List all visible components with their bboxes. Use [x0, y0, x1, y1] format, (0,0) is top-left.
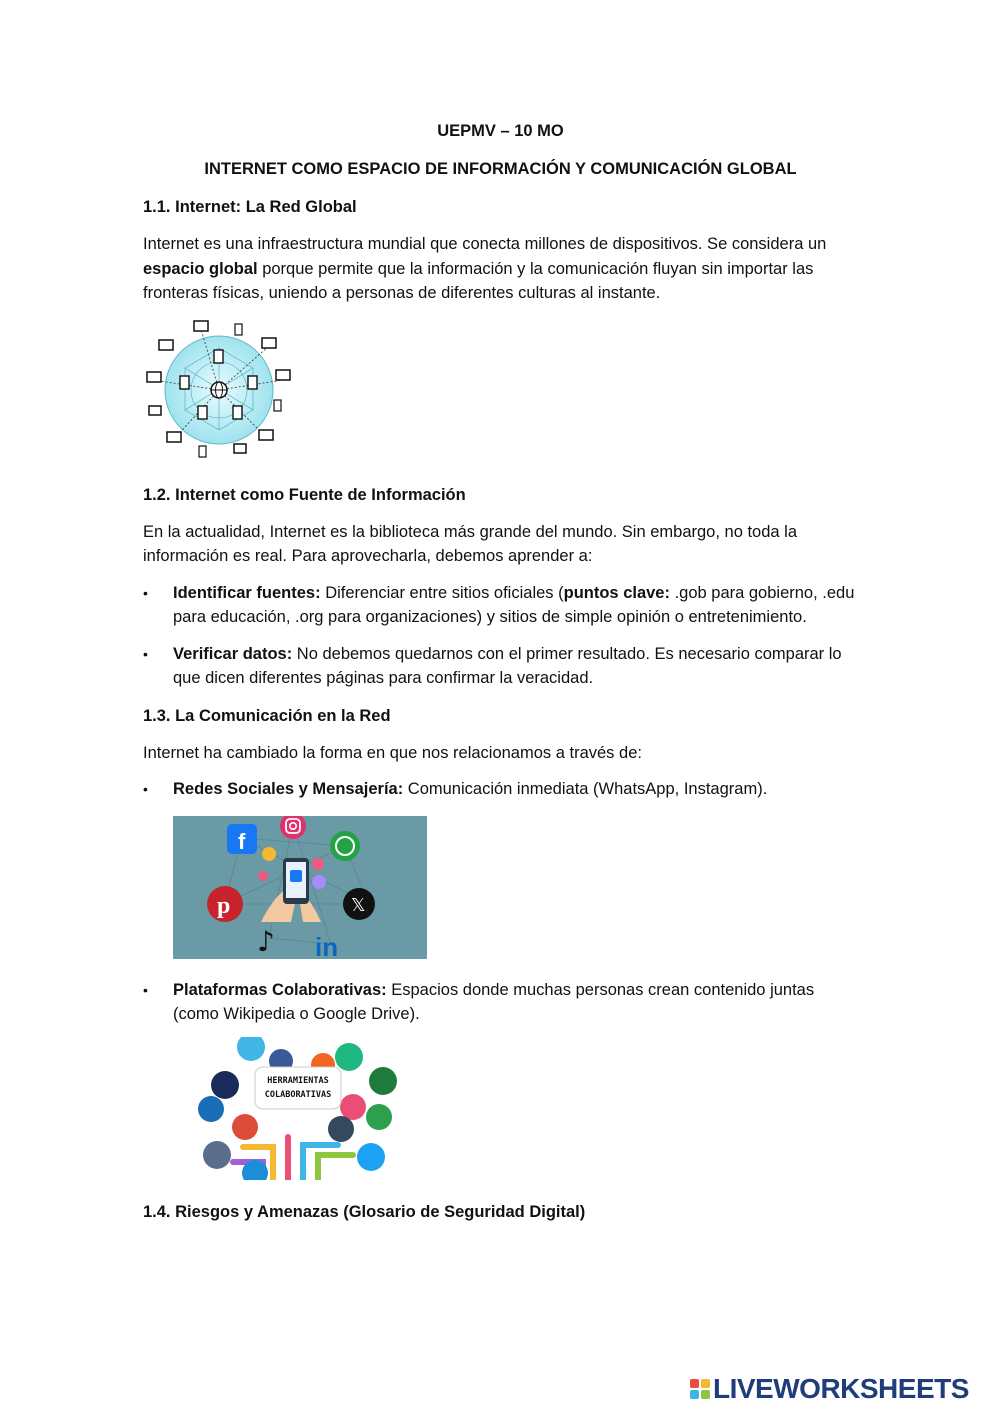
section-heading-1-4: 1.4. Riesgos y Amenazas (Glosario de Seguridad Digital) — [143, 1202, 586, 1221]
bullet: • — [143, 781, 148, 797]
document-title: INTERNET COMO ESPACIO DE INFORMACIÓN Y COMUNICACIÓN GLOBAL — [204, 160, 797, 178]
svg-text:f: f — [238, 828, 246, 854]
tiktok-icon: ♪ — [257, 924, 275, 958]
network-diagram-image — [143, 318, 858, 468]
collaboration-list — [143, 978, 858, 1027]
bullet: • — [143, 645, 148, 662]
brand-name: LIVEWORKSHEETS — [713, 1373, 969, 1404]
collaborative-tools-illustration — [173, 1037, 427, 1180]
collab-caption-line1: HERRAMIENTAS — [267, 1075, 329, 1086]
logo-icon — [690, 1379, 710, 1399]
network-diagram — [143, 318, 298, 463]
social-media-illustration — [173, 816, 427, 959]
communication-list — [143, 777, 858, 802]
information-skills-list — [143, 581, 858, 691]
document-page — [143, 118, 858, 1237]
list-item: • Plataformas Colaborativas: Espacios donde muchas personas crean contenido juntas (como Wikipedia o Google Drive). — [143, 978, 858, 1027]
section-heading-1-3: 1.3. La Comunicación en la Red — [143, 706, 391, 725]
list-item: • Identificar fuentes: Diferenciar entre sitios oficiales (puntos clave: .gob para gobierno, .edu para educación, .org para organizaciones) y sitios de simple opinión o entretenimiento. — [143, 581, 858, 630]
section-heading-1-2: 1.2. Internet como Fuente de Información — [143, 485, 466, 504]
linkedin-icon: in — [315, 931, 339, 959]
section-1-3-intro: Internet ha cambiado la forma en que nos relacionamos a través de: — [143, 743, 642, 762]
collaborative-tools-image — [173, 1037, 858, 1185]
list-item: • Redes Sociales y Mensajería: Comunicación inmediata (WhatsApp, Instagram). — [143, 777, 858, 802]
svg-text:p: p — [217, 892, 231, 919]
liveworksheets-logo — [690, 1374, 969, 1404]
list-item: • Verificar datos: No debemos quedarnos con el primer resultado. Es necesario comparar lo que dicen diferentes páginas para confirmar la veracidad. — [143, 642, 858, 691]
section-1-2-intro: En la actualidad, Internet es la biblioteca más grande del mundo. Sin embargo, no toda la información es real. Para aprovecharla, debemos aprender a: — [143, 522, 797, 565]
bullet: • — [143, 584, 148, 601]
section-heading-1-1: 1.1. Internet: La Red Global — [143, 198, 357, 216]
collab-caption-line2: COLABORATIVAS — [264, 1089, 332, 1100]
whatsapp-icon — [330, 831, 360, 861]
bullet: • — [143, 981, 148, 998]
school-header: UEPMV – 10 MO — [437, 122, 564, 140]
social-media-image — [173, 816, 858, 964]
section-1-1-paragraph: Internet es una infraestructura mundial que conecta millones de dispositivos. Se considera un espacio global porque permite que la información y la comunicación fluyan sin importar las fronteras físicas, uniendo a personas de diferentes culturas al instante. — [143, 235, 827, 302]
svg-text:𝕏: 𝕏 — [351, 894, 366, 916]
